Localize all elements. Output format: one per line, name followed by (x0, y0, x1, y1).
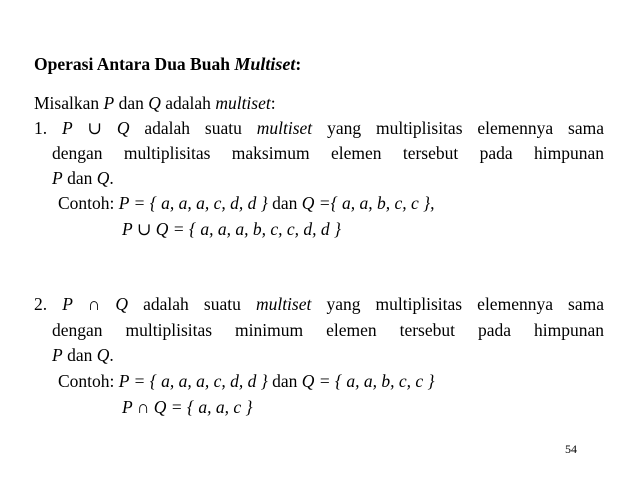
union-line3-q: Q (96, 168, 110, 188)
intersection-number: 2. (34, 294, 48, 314)
intersection-line-1 (34, 296, 604, 314)
union-line-3 (52, 170, 114, 188)
union-line3-p: P (52, 168, 63, 188)
intersection-multiset: multiset (255, 294, 312, 314)
intro-line (34, 95, 276, 113)
union-line3-dan: dan (67, 168, 93, 188)
intersection-line2-text: dengan multiplisitas minimum elemen tersebut pada himpunan (52, 320, 604, 340)
intersection-example-p-set: P = { a, a, a, c, d, d } (118, 371, 268, 391)
intersection-line-2 (52, 322, 604, 340)
title-italic-text: Multiset (234, 54, 296, 74)
intersection-line3-end: . (109, 345, 114, 365)
intersection-line3-q: Q (96, 345, 110, 365)
intro-dan: dan (118, 93, 144, 113)
intro-p: P (103, 93, 115, 113)
union-text-b: yang multiplisitas elemennya sama (327, 118, 605, 138)
intersection-expr: P ∩ Q (62, 294, 129, 314)
intersection-line-3 (52, 347, 114, 365)
intersection-example (58, 373, 435, 391)
intersection-result (122, 399, 252, 417)
union-example-label: Contoh: (58, 193, 115, 213)
union-result-text: P ∪ Q = { a, a, a, b, c, c, d, d } (122, 219, 342, 239)
union-line-2 (52, 145, 604, 163)
union-line3-end: . (109, 168, 114, 188)
union-example-p-set: P = { a, a, a, c, d, d } (118, 193, 268, 213)
union-number: 1. (34, 118, 48, 138)
intro-suffix: : (270, 93, 276, 113)
page-title (34, 55, 301, 74)
union-example-q-set: Q ={ a, a, b, c, c }, (301, 193, 435, 213)
union-example-dan: dan (272, 193, 298, 213)
intro-multiset: multiset (215, 93, 271, 113)
union-expr: P ∪ Q (62, 118, 130, 138)
intersection-result-text: P ∩ Q = { a, a, c } (122, 397, 253, 417)
page-number: 54 (565, 442, 577, 456)
union-line-1 (34, 120, 604, 138)
union-example (58, 195, 435, 213)
intro-prefix: Misalkan (34, 93, 100, 113)
intersection-line3-p: P (52, 345, 63, 365)
union-text-a: adalah suatu (144, 118, 242, 138)
title-bold-text: Operasi Antara Dua Buah (34, 54, 230, 74)
intersection-text-a: adalah suatu (143, 294, 241, 314)
intro-q: Q (148, 93, 161, 113)
intro-middle: adalah (165, 93, 211, 113)
intersection-example-label: Contoh: (58, 371, 115, 391)
union-line2-text: dengan multiplisitas maksimum elemen tersebut pada himpunan (52, 143, 604, 163)
intersection-text-b: yang multiplisitas elemennya sama (326, 294, 605, 314)
union-result (122, 221, 341, 239)
intersection-example-q-set: Q = { a, a, b, c, c } (301, 371, 435, 391)
title-colon: : (295, 54, 302, 74)
intersection-example-dan: dan (272, 371, 298, 391)
union-multiset: multiset (256, 118, 313, 138)
intersection-line3-dan: dan (67, 345, 93, 365)
